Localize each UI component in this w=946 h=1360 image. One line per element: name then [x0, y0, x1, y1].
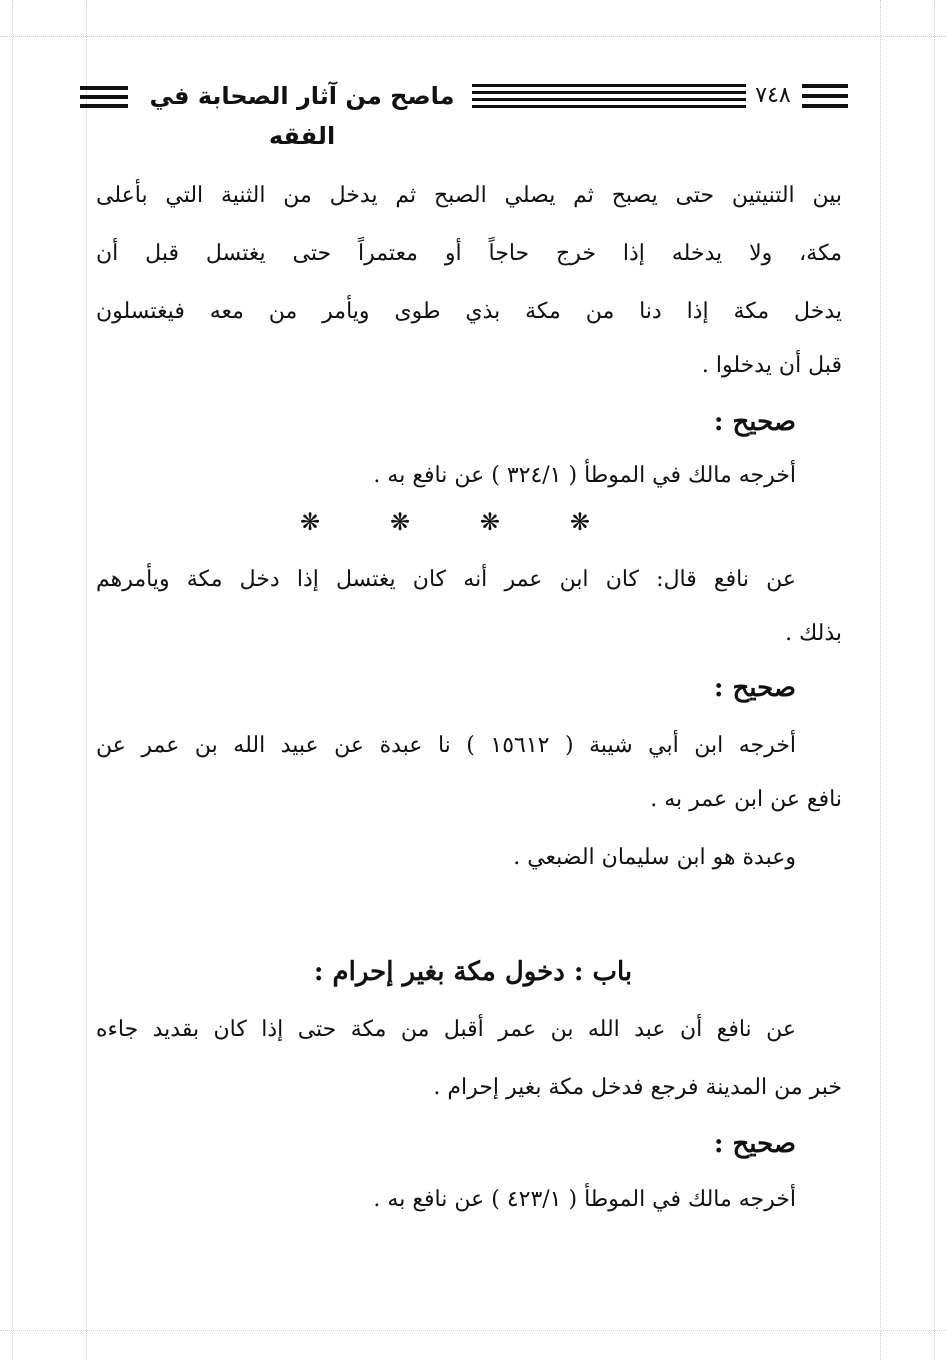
paragraph-line: خبر من المدينة فرجع فدخل مكة بغير إحرام .: [433, 1075, 842, 1100]
scan-guide: [934, 0, 935, 1360]
grade-heading: صحيح :: [713, 407, 796, 437]
page-number: ٧٤٨: [755, 83, 791, 108]
asterisk-ornament-icon: ❋: [569, 508, 590, 536]
asterisk-ornament-icon: ❋: [479, 508, 501, 536]
paragraph-line: بذلك .: [785, 621, 842, 646]
grade-heading: صحيح :: [713, 673, 796, 703]
header-rule-middle: [472, 84, 746, 108]
takhrij-line: أخرجه مالك في الموطأ ( ٤٢٣/١ ) عن نافع به .: [373, 1187, 796, 1212]
paragraph-line: قبل أن يدخلوا .: [701, 353, 842, 378]
header-rule-left: [80, 86, 128, 108]
takhrij-line: نافع عن ابن عمر به .: [650, 787, 842, 812]
header-rule-right: [802, 84, 848, 108]
asterisk-ornament-icon: ❋: [300, 508, 321, 536]
note-line: وعبدة هو ابن سليمان الضبعي .: [513, 845, 796, 870]
scan-guide: [86, 0, 87, 1360]
section-title: باب : دخول مكة بغير إحرام :: [313, 957, 633, 987]
asterisk-ornament-icon: ❋: [389, 508, 411, 536]
paragraph-line: بين التنيتين حتى يصبح ثم يصلي الصبح ثم يدخل من الثنية التي بأعلى: [96, 183, 842, 208]
scan-guide: [0, 1330, 946, 1331]
running-header: [80, 76, 848, 150]
paragraph-line: عن نافع أن عبد الله بن عمر أقبل من مكة حتى إذا كان بقديد جاءه: [96, 1017, 796, 1042]
scan-guide: [0, 36, 946, 37]
takhrij-line: أخرجه مالك في الموطأ ( ٣٢٤/١ ) عن نافع به .: [373, 463, 796, 488]
grade-heading: صحيح :: [713, 1129, 796, 1159]
section-separator: [300, 502, 590, 542]
header-title: ماصح من آثار الصحابة في الفقه: [149, 82, 455, 150]
paragraph-line: يدخل مكة إذا دنا من مكة بذي طوى ويأمر من معه فيغتسلون: [96, 299, 842, 324]
takhrij-line: أخرجه ابن أبي شيبة ( ١٥٦١٢ ) نا عبدة عن عبيد الله بن عمر عن: [96, 733, 796, 758]
paragraph-line: عن نافع قال: كان ابن عمر أنه كان يغتسل إذا دخل مكة ويأمرهم: [96, 567, 796, 592]
scan-guide: [880, 0, 881, 1360]
paragraph-line: مكة، ولا يدخله إذا خرج حاجاً أو معتمراً حتى يغتسل قبل أن: [96, 241, 842, 266]
scan-guide: [12, 0, 13, 1360]
